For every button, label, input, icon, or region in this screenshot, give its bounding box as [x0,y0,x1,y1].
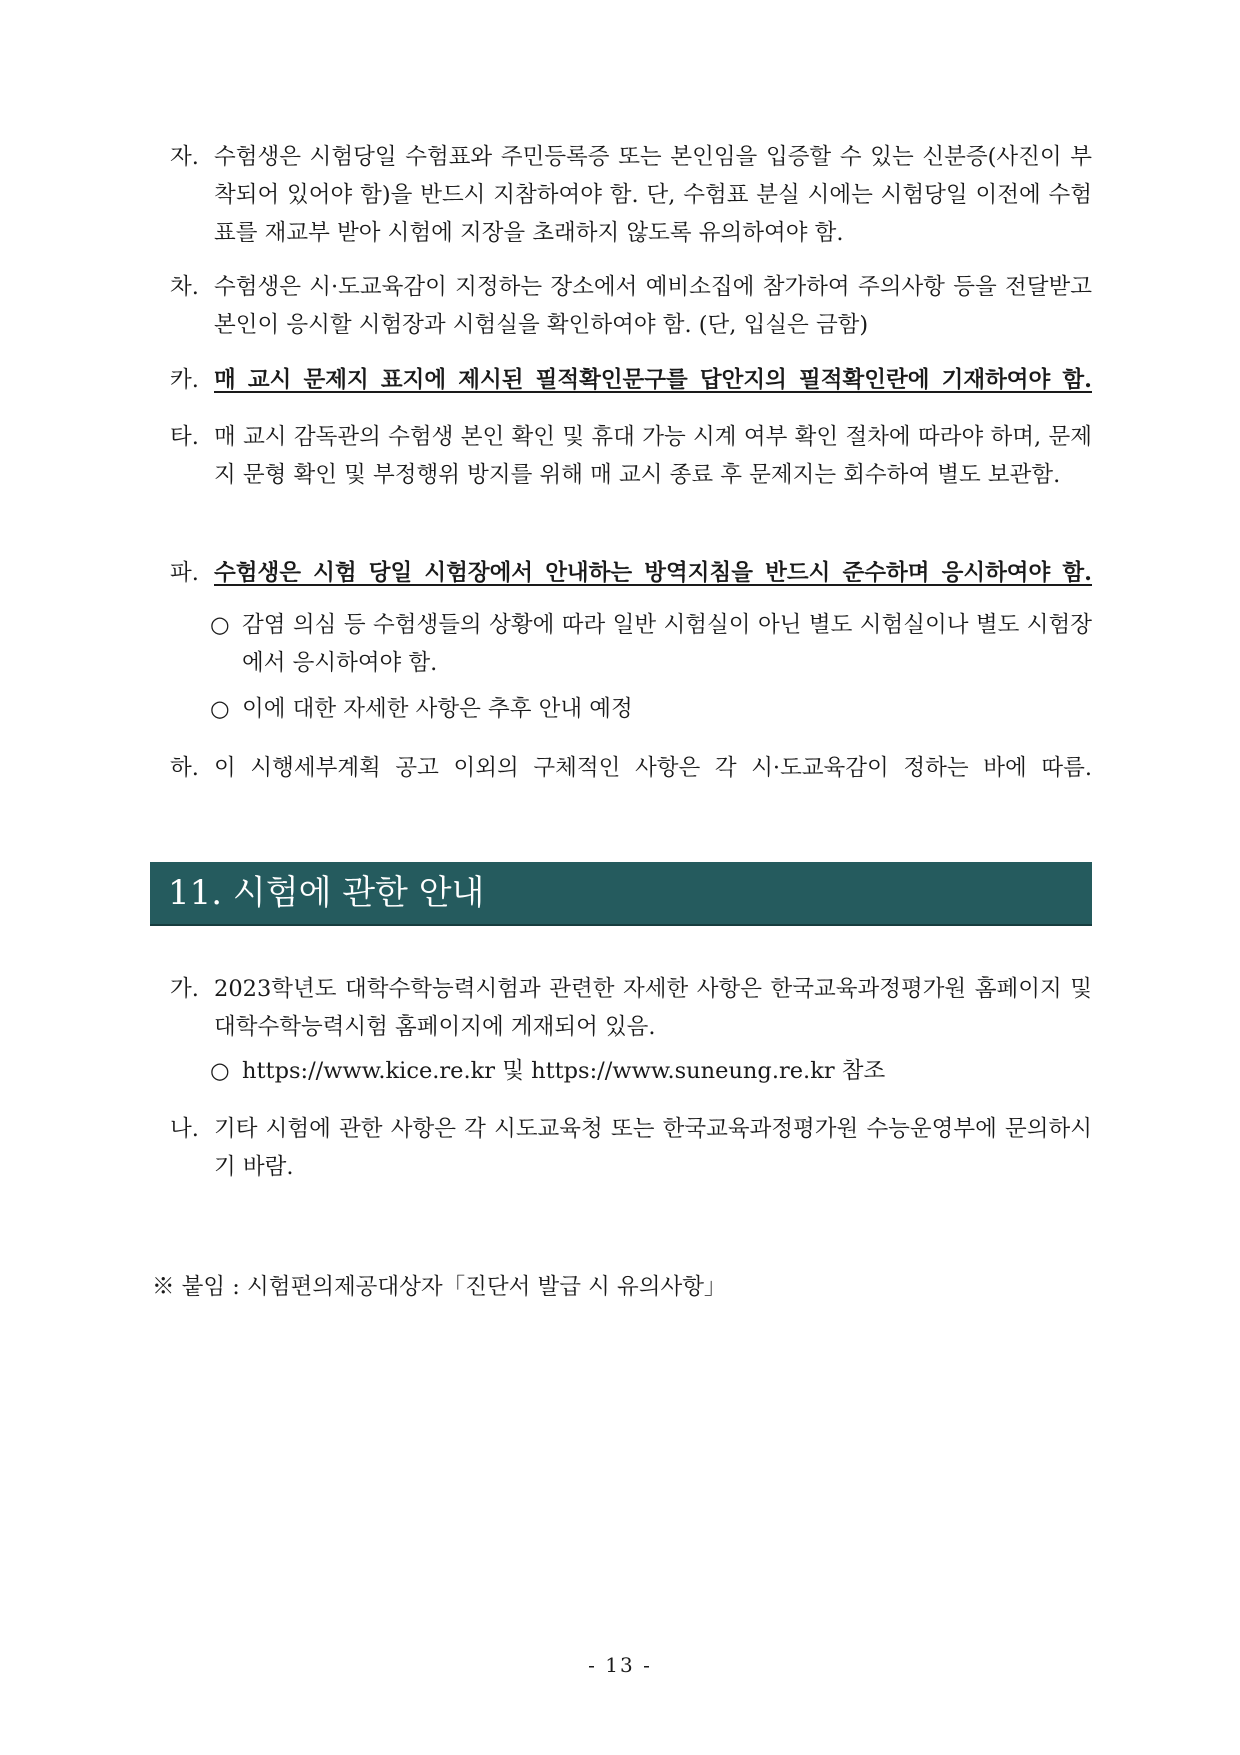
item-text: 2023학년도 대학수학능력시험과 관련한 자세한 사항은 한국교육과정평가원 홈페이지 및 대학수학능력시험 홈페이지에 게재되어 있음. [214,976,1092,1040]
item-ta [170,418,1092,494]
bullet-circle-icon: ○ [210,1058,230,1084]
bullet-circle-icon: ○ [210,696,230,722]
item-na [170,1110,1092,1186]
item-marker: 나. [170,1116,199,1142]
item-text: 수험생은 시·도교육감이 지정하는 장소에서 예비소집에 참가하여 주의사항 등을 전달받고 본인이 응시할 시험장과 시험실을 확인하여야 함. (단, 입실은 금함) [214,274,1092,338]
page-number: - 13 - [588,1653,652,1677]
sub-item-text: 감염 의심 등 수험생들의 상황에 따라 일반 시험실이 아닌 별도 시험실이나 별도 시험장에서 응시하여야 함. [242,612,1092,676]
item-marker: 자. [170,144,199,170]
item-marker: 카. [170,367,199,393]
sub-item-infection [210,606,1092,682]
item-ja [170,138,1092,252]
item-marker: 하. [170,755,199,781]
item-pa [170,554,1092,592]
bullet-circle-icon: ○ [210,612,230,638]
item-ka [170,361,1092,399]
item-ga [170,970,1092,1046]
item-text: 수험생은 시험 당일 시험장에서 안내하는 방역지침을 반드시 준수하며 응시하여야 함. [214,560,1092,586]
item-text: 수험생은 시험당일 수험표와 주민등록증 또는 본인임을 입증할 수 있는 신분증(사진이 부착되어 있어야 함)을 반드시 지참하여야 함. 단, 수험표 분실 시에는 시험당일 이전에 수험표를 재교부 받아 시험에 지장을 초래하지 않도록 유의하여야 함. [214,144,1092,246]
section-header [150,862,1092,926]
attachment-note: ※ 붙임 : 시험편의제공대상자「진단서 발급 시 유의사항」 [152,1274,727,1300]
item-cha [170,268,1092,344]
item-text: 기타 시험에 관한 사항은 각 시도교육청 또는 한국교육과정평가원 수능운영부에 문의하시기 바람. [214,1116,1092,1180]
sub-item-text: 이에 대한 자세한 사항은 추후 안내 예정 [242,696,633,722]
item-text: 이 시행세부계획 공고 이외의 구체적인 사항은 각 시·도교육감이 정하는 바에 따름. [214,755,1092,781]
sub-item-notice [210,690,1092,728]
item-marker: 가. [170,976,199,1002]
item-ha [170,749,1092,787]
sub-item-websites [210,1052,1092,1090]
section-title: 11. 시험에 관한 안내 [168,873,485,913]
item-text: 매 교시 문제지 표지에 제시된 필적확인문구를 답안지의 필적확인란에 기재하여야 함. [214,367,1092,393]
sub-item-text: https://www.kice.re.kr 및 https://www.suneung.re.kr 참조 [242,1058,886,1084]
item-marker: 파. [170,560,199,586]
item-text: 매 교시 감독관의 수험생 본인 확인 및 휴대 가능 시계 여부 확인 절차에 따라야 하며, 문제지 문형 확인 및 부정행위 방지를 위해 매 교시 종료 후 문제지는 회수하여 별도 보관함. [214,424,1092,488]
item-marker: 차. [170,274,199,300]
item-marker: 타. [170,424,199,450]
